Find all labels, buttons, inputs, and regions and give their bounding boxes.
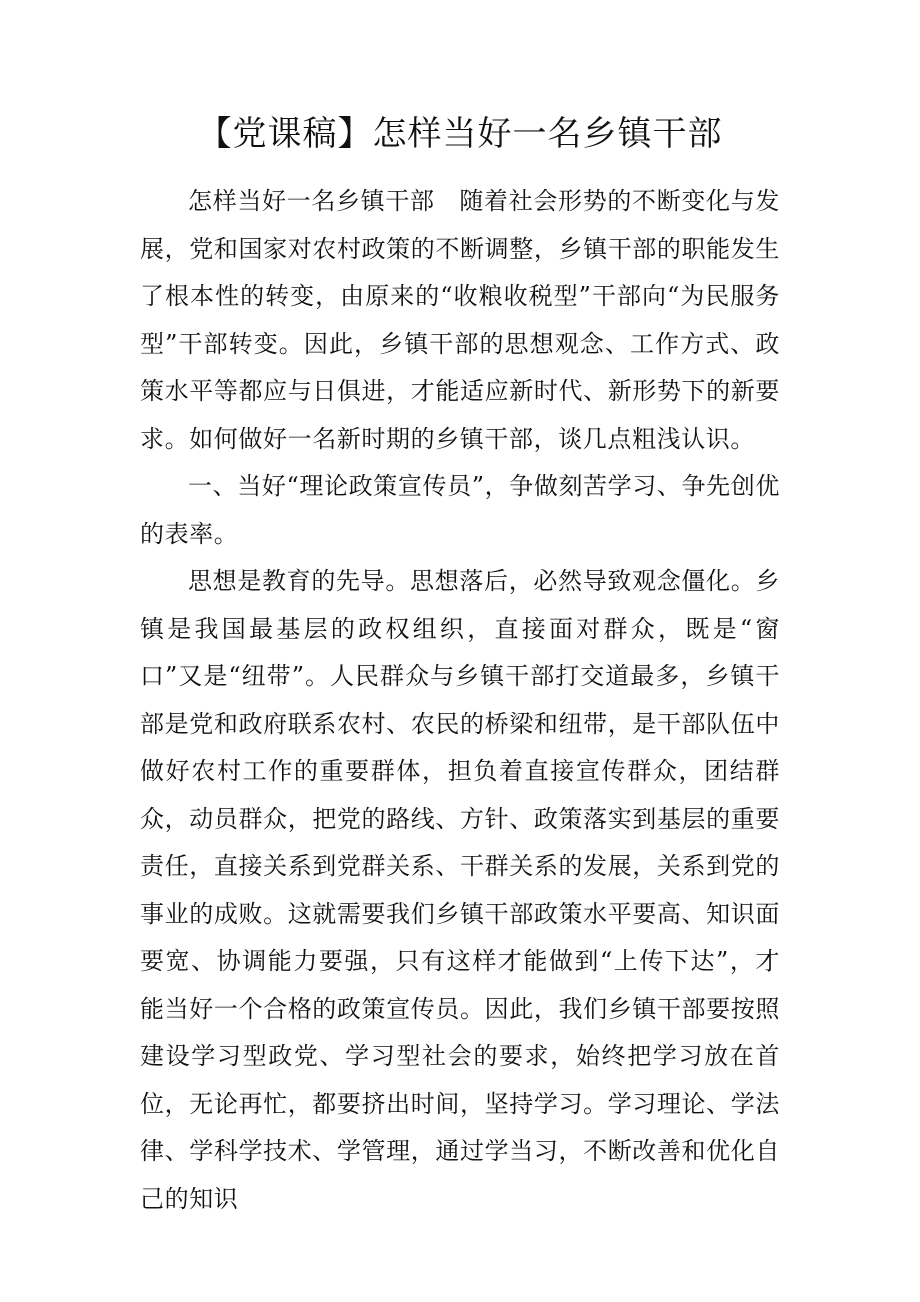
paragraph-section-heading: 一、当好“理论政策宣传员”，争做刻苦学习、争先创优的表率。	[140, 472, 780, 548]
paragraph-intro: 怎样当好一名乡镇干部 随着社会形势的不断变化与发展，党和国家对农村政策的不断调整，乡镇干部的职能发生了根本性的转变，由原来的“收粮收税型”干部向“为民服务型”干部转变。因此，乡镇干部的思想观念、工作方式、政策水平等都应与日俱进，才能适应新时代、新形势下的新要求。如何做好一名新时期的乡镇干部，谈几点粗浅认识。	[140, 187, 780, 453]
paragraph-body: 思想是教育的先导。思想落后，必然导致观念僵化。乡镇是我国最基层的政权组织，直接面对群众，既是“窗口”又是“纽带”。人民群众与乡镇干部打交道最多，乡镇干部是党和政府联系农村、农民的桥梁和纽带，是干部队伍中做好农村工作的重要群体，担负着直接宣传群众，团结群众，动员群众，把党的路线、方针、政策落实到基层的重要责任，直接关系到党群关系、干群关系的发展，关系到党的事业的成败。这就需要我们乡镇干部政策水平要高、知识面要宽、协调能力要强，只有这样才能做到“上传下达”，才能当好一个合格的政策宣传员。因此，我们乡镇干部要按照建设学习型政党、学习型社会的要求，始终把学习放在首位，无论再忙，都要挤出时间，坚持学习。学习理论、学法律、学科学技术、学管理，通过学当习，不断改善和优化自己的知识	[140, 567, 780, 1213]
document-title: 【党课稿】怎样当好一名乡镇干部	[197, 114, 723, 154]
document-body	[140, 178, 780, 1223]
